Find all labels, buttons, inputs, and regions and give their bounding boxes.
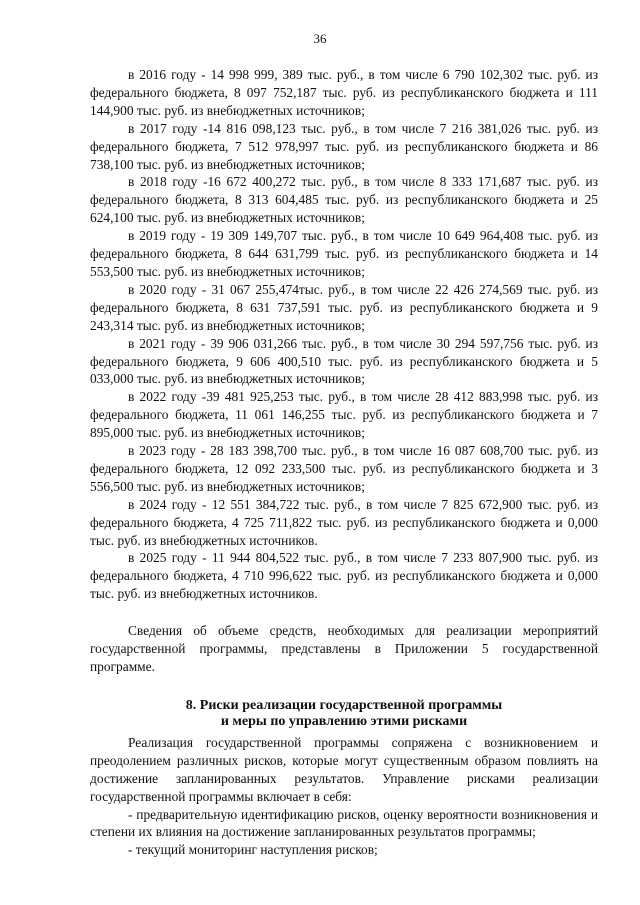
risk-measure-item: - текущий мониторинг наступления рисков;: [128, 842, 378, 858]
funding-year-2020: в 2020 году - 31 067 255,474тыс. руб., в том числе 22 426 274,569 тыс. руб. из федерального бюджета, 8 631 737,591 тыс. руб. из республиканского бюджета и 9 243,314 тыс. руб. из внебюджетных источников;: [90, 281, 598, 333]
funding-year-2019: в 2019 году - 19 309 149,707 тыс. руб., в том числе 10 649 964,408 тыс. руб. из федерального бюджета, 8 644 631,799 тыс. руб. из республиканского бюджета и 14 553,500 тыс. руб. из внебюджетных источников;: [90, 228, 598, 279]
funding-year-2022: в 2022 году -39 481 925,253 тыс. руб., в том числе 28 412 883,998 тыс. руб. из федерального бюджета, 11 061 146,255 тыс. руб. из республиканского бюджета и 7 895,000 тыс. руб. из внебюджетных источников;: [90, 389, 598, 441]
section-8-heading-line1: 8. Риски реализации государственной программы: [185, 697, 503, 713]
section-8-heading-line2: и меры по управлению этими рисками: [220, 713, 468, 729]
funding-year-2023: в 2023 году - 28 183 398,700 тыс. руб., в том числе 16 087 608,700 тыс. руб. из федерального бюджета, 12 092 233,500 тыс. руб. из республиканского бюджета и 3 556,500 тыс. руб. из внебюджетных источников;: [90, 443, 598, 494]
funding-summary-paragraph: Сведения об объеме средств, необходимых для реализации мероприятий государственной программы, представлены в Приложении 5 государственной программе.: [90, 623, 598, 674]
funding-by-year-list: [90, 66, 598, 603]
funding-year-2016: в 2016 году - 14 998 999, 389 тыс. руб., в том числе 6 790 102,302 тыс. руб. из федерального бюджета, 8 097 752,187 тыс. руб. из республиканского бюджета и 111 144,900 тыс. руб. из внебюджетных источников;: [90, 67, 598, 118]
funding-year-2024: в 2024 году - 12 551 384,722 тыс. руб., в том числе 7 825 672,900 тыс. руб. из федерального бюджета, 4 725 711,822 тыс. руб. из республиканского бюджета и 0,000 тыс. руб. из внебюджетных источников.: [90, 496, 598, 548]
section-8-heading: [90, 698, 598, 730]
funding-year-2025: в 2025 году - 11 944 804,522 тыс. руб., в том числе 7 233 807,900 тыс. руб. из федерального бюджета, 4 710 996,622 тыс. руб. из республиканского бюджета и 0,000 тыс. руб. из внебюджетных источников.: [90, 550, 598, 602]
section-8-intro: Реализация государственной программы сопряжена с возникновением и преодолением различных рисков, которые могут существенным образом повлиять на достижение запланированных результатов. Управление рисками реализации государственной программы включает в себя:: [90, 734, 598, 804]
page-content: [90, 66, 598, 859]
funding-year-2017: в 2017 году -14 816 098,123 тыс. руб., в том числе 7 216 381,026 тыс. руб. из федерального бюджета, 7 512 978,997 тыс. руб. из республиканского бюджета и 86 738,100 тыс. руб. из внебюджетных источников;: [90, 120, 598, 172]
funding-year-2021: в 2021 году - 39 906 031,266 тыс. руб., в том числе 30 294 597,756 тыс. руб. из федерального бюджета, 9 606 400,510 тыс. руб. из республиканского бюджета и 5 033,000 тыс. руб. из внебюджетных источников;: [90, 335, 598, 387]
risk-measure-item: - предварительную идентификацию рисков, оценку вероятности возникновения и степени их влияния на достижение запланированных результатов программы;: [90, 806, 598, 840]
funding-year-2018: в 2018 году -16 672 400,272 тыс. руб., в том числе 8 333 171,687 тыс. руб. из федерального бюджета, 8 313 604,485 тыс. руб. из республиканского бюджета и 25 624,100 тыс. руб. из внебюджетных источников;: [90, 174, 598, 226]
page-number: 36: [313, 31, 327, 46]
